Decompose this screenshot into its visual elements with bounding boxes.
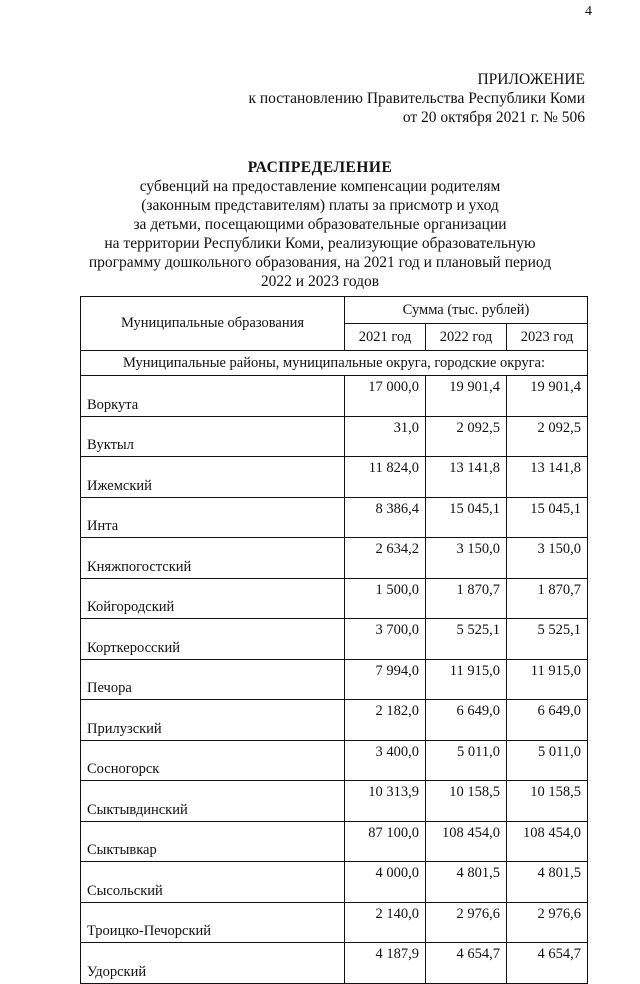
value-2023: 5 525,1	[507, 619, 588, 660]
value-2021: 7 994,0	[345, 659, 426, 700]
municipality-name: Удорский	[81, 943, 345, 984]
value-2021: 8 386,4	[345, 497, 426, 538]
value-2021: 3 400,0	[345, 740, 426, 781]
table-row	[81, 578, 588, 619]
value-2023: 10 158,5	[507, 781, 588, 822]
value-2022: 2 976,6	[426, 902, 507, 943]
table-row	[81, 416, 588, 457]
value-2021: 2 140,0	[345, 902, 426, 943]
municipality-name: Прилузский	[81, 700, 345, 741]
value-2023: 6 649,0	[507, 700, 588, 741]
municipality-name: Сысольский	[81, 862, 345, 903]
value-2023: 4 654,7	[507, 943, 588, 984]
heading-line: (законным представителям) платы за присмотр и уход	[141, 197, 499, 214]
document-heading	[0, 158, 640, 291]
col-header-year: 2022 год	[426, 324, 507, 351]
value-2022: 2 092,5	[426, 416, 507, 457]
value-2022: 5 011,0	[426, 740, 507, 781]
value-2021: 17 000,0	[345, 376, 426, 417]
section-row: Муниципальные районы, муниципальные округа, городские округа:	[81, 351, 588, 376]
value-2023: 13 141,8	[507, 457, 588, 498]
table-row	[81, 457, 588, 498]
municipality-name: Сосногорск	[81, 740, 345, 781]
value-2023: 3 150,0	[507, 538, 588, 579]
municipality-name: Троицко-Печорский	[81, 902, 345, 943]
heading-title: РАСПРЕДЕЛЕНИЕ	[247, 159, 393, 176]
value-2021: 2 182,0	[345, 700, 426, 741]
heading-line: программу дошкольного образования, на 2021 год и плановый период	[88, 254, 552, 271]
value-2021: 11 824,0	[345, 457, 426, 498]
municipality-name: Воркута	[81, 376, 345, 417]
col-header-municipal: Муниципальные образования	[81, 297, 345, 351]
value-2023: 11 915,0	[507, 659, 588, 700]
value-2023: 5 011,0	[507, 740, 588, 781]
municipality-name: Корткеросский	[81, 619, 345, 660]
value-2022: 19 901,4	[426, 376, 507, 417]
value-2022: 5 525,1	[426, 619, 507, 660]
value-2021: 87 100,0	[345, 821, 426, 862]
value-2021: 1 500,0	[345, 578, 426, 619]
municipality-name: Сыктывкар	[81, 821, 345, 862]
value-2023: 2 976,6	[507, 902, 588, 943]
col-header-year: 2021 год	[345, 324, 426, 351]
value-2022: 108 454,0	[426, 821, 507, 862]
value-2022: 11 915,0	[426, 659, 507, 700]
value-2021: 10 313,9	[345, 781, 426, 822]
col-header-year: 2023 год	[507, 324, 588, 351]
value-2023: 1 870,7	[507, 578, 588, 619]
value-2022: 4 654,7	[426, 943, 507, 984]
municipality-name: Вуктыл	[81, 416, 345, 457]
appendix-block	[248, 70, 585, 127]
appendix-line-1: к постановлению Правительства Республики Коми	[248, 90, 585, 107]
heading-line: за детьми, посещающими образовательные организации	[133, 216, 507, 233]
value-2023: 19 901,4	[507, 376, 588, 417]
col-header-sum: Сумма (тыс. рублей)	[345, 297, 588, 324]
table-row	[81, 497, 588, 538]
table-row	[81, 902, 588, 943]
appendix-line-2: от 20 октября 2021 г. № 506	[402, 109, 585, 126]
table-row	[81, 862, 588, 903]
heading-line: на территории Республики Коми, реализующие образовательную	[104, 235, 536, 252]
value-2021: 2 634,2	[345, 538, 426, 579]
table-row	[81, 943, 588, 984]
table-row	[81, 538, 588, 579]
table-row	[81, 619, 588, 660]
value-2023: 2 092,5	[507, 416, 588, 457]
table-row	[81, 781, 588, 822]
appendix-title: ПРИЛОЖЕНИЕ	[477, 71, 585, 88]
municipality-name: Койгородский	[81, 578, 345, 619]
table-row	[81, 740, 588, 781]
value-2022: 10 158,5	[426, 781, 507, 822]
subsidy-table	[80, 296, 588, 984]
value-2023: 15 045,1	[507, 497, 588, 538]
value-2023: 108 454,0	[507, 821, 588, 862]
page-number: 4	[585, 4, 592, 19]
value-2021: 4 187,9	[345, 943, 426, 984]
heading-line: субвенций на предоставление компенсации родителям	[139, 178, 501, 195]
municipality-name: Княжпогостский	[81, 538, 345, 579]
value-2023: 4 801,5	[507, 862, 588, 903]
value-2022: 3 150,0	[426, 538, 507, 579]
table-row	[81, 376, 588, 417]
municipality-name: Инта	[81, 497, 345, 538]
value-2022: 1 870,7	[426, 578, 507, 619]
value-2022: 6 649,0	[426, 700, 507, 741]
table-row	[81, 700, 588, 741]
value-2022: 4 801,5	[426, 862, 507, 903]
table-row	[81, 821, 588, 862]
heading-line: 2022 и 2023 годов	[260, 273, 380, 290]
table-row	[81, 659, 588, 700]
value-2022: 13 141,8	[426, 457, 507, 498]
value-2021: 3 700,0	[345, 619, 426, 660]
municipality-name: Сыктывдинский	[81, 781, 345, 822]
value-2021: 31,0	[345, 416, 426, 457]
value-2021: 4 000,0	[345, 862, 426, 903]
municipality-name: Печора	[81, 659, 345, 700]
municipality-name: Ижемский	[81, 457, 345, 498]
value-2022: 15 045,1	[426, 497, 507, 538]
